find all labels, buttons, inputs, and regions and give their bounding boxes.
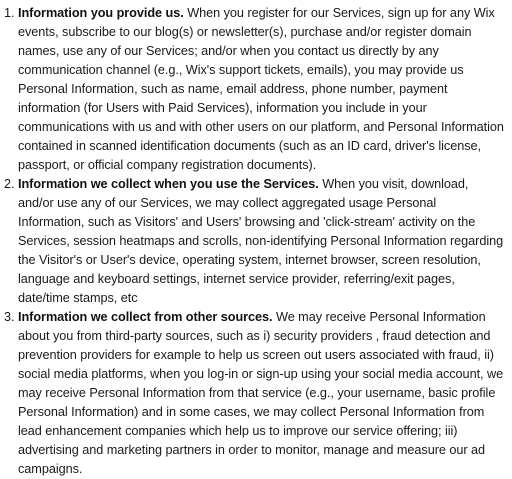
list-item-heading: Information you provide us.: [18, 6, 184, 20]
list-item-heading: Information we collect when you use the Services.: [18, 177, 319, 191]
list-item-body: When you register for our Services, sign up for any Wix events, subscribe to our blog(s) or newsletter(s), purchase and/or register domain names, use any of our Services; and/or when you contact us directly by any communication channel (e.g., Wix's support tickets, emails), you may provide us Personal Information, such as name, email address, phone number, payment information (for Users with Paid Services), information you include in your communications with us and with other users on our platform, and Personal Information contained in scanned identification documents (such as an ID card, driver's license, passport, or official company registration documents).: [18, 6, 504, 172]
list-item-information-we-collect-when-you-use: [4, 175, 506, 308]
list-item-number: 3.: [4, 310, 15, 324]
list-item-information-you-provide: [4, 4, 506, 175]
list-item-heading: Information we collect from other sources.: [18, 310, 273, 324]
policy-list: [4, 4, 506, 479]
list-item-information-from-other-sources: [4, 308, 506, 479]
list-item-number: 1.: [4, 6, 15, 20]
list-item-number: 2.: [4, 177, 15, 191]
list-item-body: When you visit, download, and/or use any of our Services, we may collect aggregated usage Personal Information, such as Visitors' and Users' browsing and 'click-stream' activity on the Services, session heatmaps and scrolls, non-identifying Personal Information regarding the Visitor's or User's device, operating system, internet browser, screen resolution, language and keyboard settings, internet service provider, referring/exit pages, date/time stamps, etc: [18, 177, 504, 305]
list-item-body: We may receive Personal Information about you from third-party sources, such as i) security providers , fraud detection and prevention providers for example to help us screen out users associated with fraud, ii) social media platforms, when you log-in or sign-up using your social media account, we may receive Personal Information from that service (e.g., your username, basic profile Personal Information) and in some cases, we may collect Personal Information from lead enhancement companies which help us to improve our service offering; iii) advertising and marketing partners in order to monitor, manage and measure our ad campaigns.: [18, 310, 504, 476]
